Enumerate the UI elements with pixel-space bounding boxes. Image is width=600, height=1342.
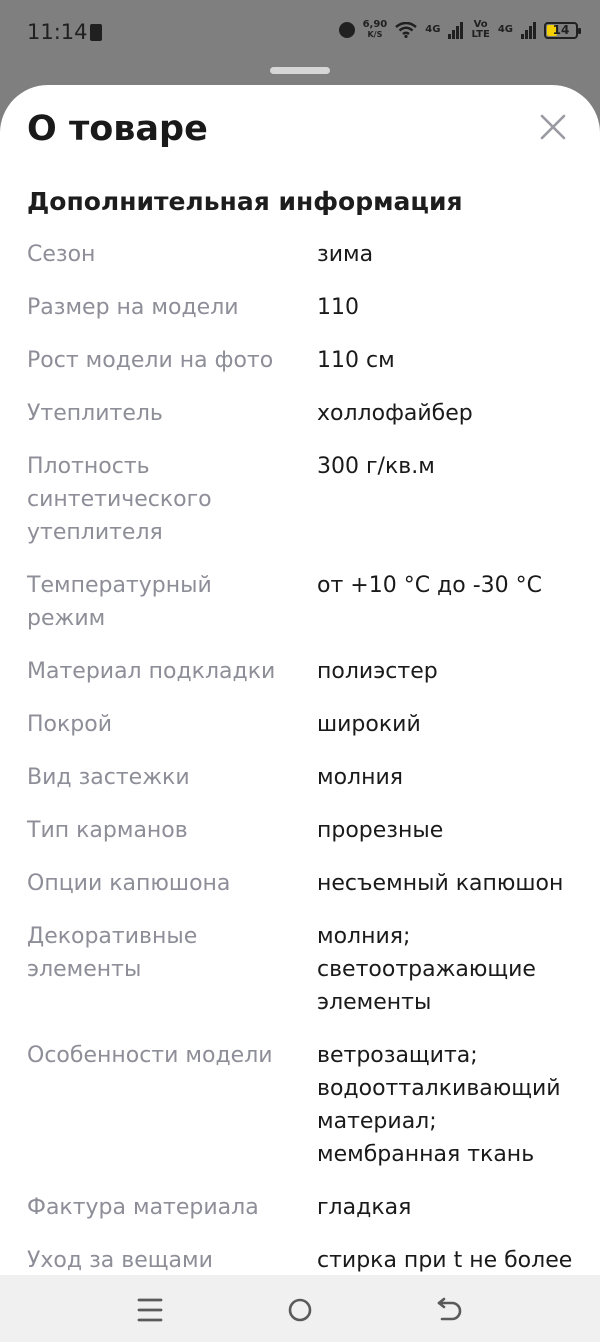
close-button[interactable] [535, 109, 571, 145]
property-row [27, 450, 587, 549]
property-row [27, 569, 587, 635]
property-value: широкий [317, 712, 421, 737]
property-value: полиэстер [317, 659, 438, 684]
property-row [27, 397, 587, 430]
section-title: Дополнительная информация [27, 187, 463, 216]
property-value: зима [317, 242, 374, 267]
property-label: Особенности модели [27, 1043, 273, 1068]
system-navigation-bar [0, 1275, 600, 1342]
property-value: молния [317, 765, 404, 790]
property-value: 110 см [317, 348, 395, 373]
property-row [27, 1039, 587, 1171]
sim-card-icon [90, 24, 102, 41]
property-label: Плотность синтетического утеплителя [27, 454, 212, 545]
property-label: Размер на модели [27, 295, 239, 320]
volte-indicator [471, 20, 489, 40]
recent-apps-button[interactable] [130, 1295, 170, 1325]
network-speed-unit: K/S [367, 30, 383, 39]
volte-bottom: LTE [471, 29, 490, 40]
property-label: Покрой [27, 712, 113, 737]
properties-list [27, 238, 587, 1275]
network-speed [363, 20, 388, 40]
volte-top: Vo [473, 19, 488, 30]
property-value: молния; светоотражающие элементы [317, 924, 536, 1015]
property-row [27, 920, 587, 1019]
status-icons [339, 20, 578, 40]
signal-icon-2 [521, 21, 536, 39]
property-row [27, 867, 587, 900]
menu-icon [130, 1295, 170, 1325]
property-label: Температурный режим [27, 573, 212, 631]
property-label: Вид застежки [27, 765, 190, 790]
alarm-icon [339, 22, 355, 38]
network-speed-value: 6,90 [362, 19, 388, 30]
property-label: Материал подкладки [27, 659, 276, 684]
battery-percent: 14 [552, 23, 570, 37]
close-icon [535, 109, 571, 145]
property-label: Опции капюшона [27, 871, 231, 896]
property-label: Декоративные элементы [27, 924, 198, 982]
property-value: гладкая [317, 1195, 412, 1220]
back-button[interactable] [430, 1295, 470, 1325]
status-bar [0, 0, 600, 66]
property-label: Сезон [27, 242, 96, 267]
battery-icon [544, 22, 578, 39]
property-label: Уход за вещами [27, 1248, 213, 1273]
property-label: Фактура материала [27, 1195, 259, 1220]
property-label: Рост модели на фото [27, 348, 274, 373]
property-value: несъемный капюшон [317, 871, 564, 896]
property-row [27, 814, 587, 847]
property-row [27, 708, 587, 741]
product-info-sheet [0, 85, 600, 1275]
status-time: 11:14 [27, 20, 88, 44]
property-value: 110 [317, 295, 359, 320]
property-row [27, 655, 587, 688]
property-label: Тип карманов [27, 818, 188, 843]
property-row [27, 1244, 587, 1275]
property-row [27, 238, 587, 271]
sheet-title: О товаре [27, 109, 208, 149]
property-value: 300 г/кв.м [317, 454, 435, 479]
property-value: прорезные [317, 818, 444, 843]
network-type-2: 4G [497, 24, 513, 35]
property-row [27, 291, 587, 324]
network-type-1: 4G [425, 24, 441, 35]
signal-icon-1 [448, 21, 463, 39]
property-row [27, 761, 587, 794]
home-button[interactable] [280, 1295, 320, 1325]
back-arrow-icon [430, 1295, 470, 1325]
wifi-icon [395, 22, 417, 38]
property-row [27, 1191, 587, 1224]
property-value: стирка при t не более [317, 1248, 573, 1273]
property-value: от +10 °С до -30 °С [317, 573, 542, 598]
sheet-drag-handle[interactable] [270, 67, 330, 74]
property-row [27, 344, 587, 377]
property-value: холлофайбер [317, 401, 473, 426]
home-circle-icon [280, 1295, 320, 1325]
property-label: Утеплитель [27, 401, 163, 426]
property-value: ветрозащита; водоотталкивающий материал; мембранная ткань [317, 1043, 561, 1167]
